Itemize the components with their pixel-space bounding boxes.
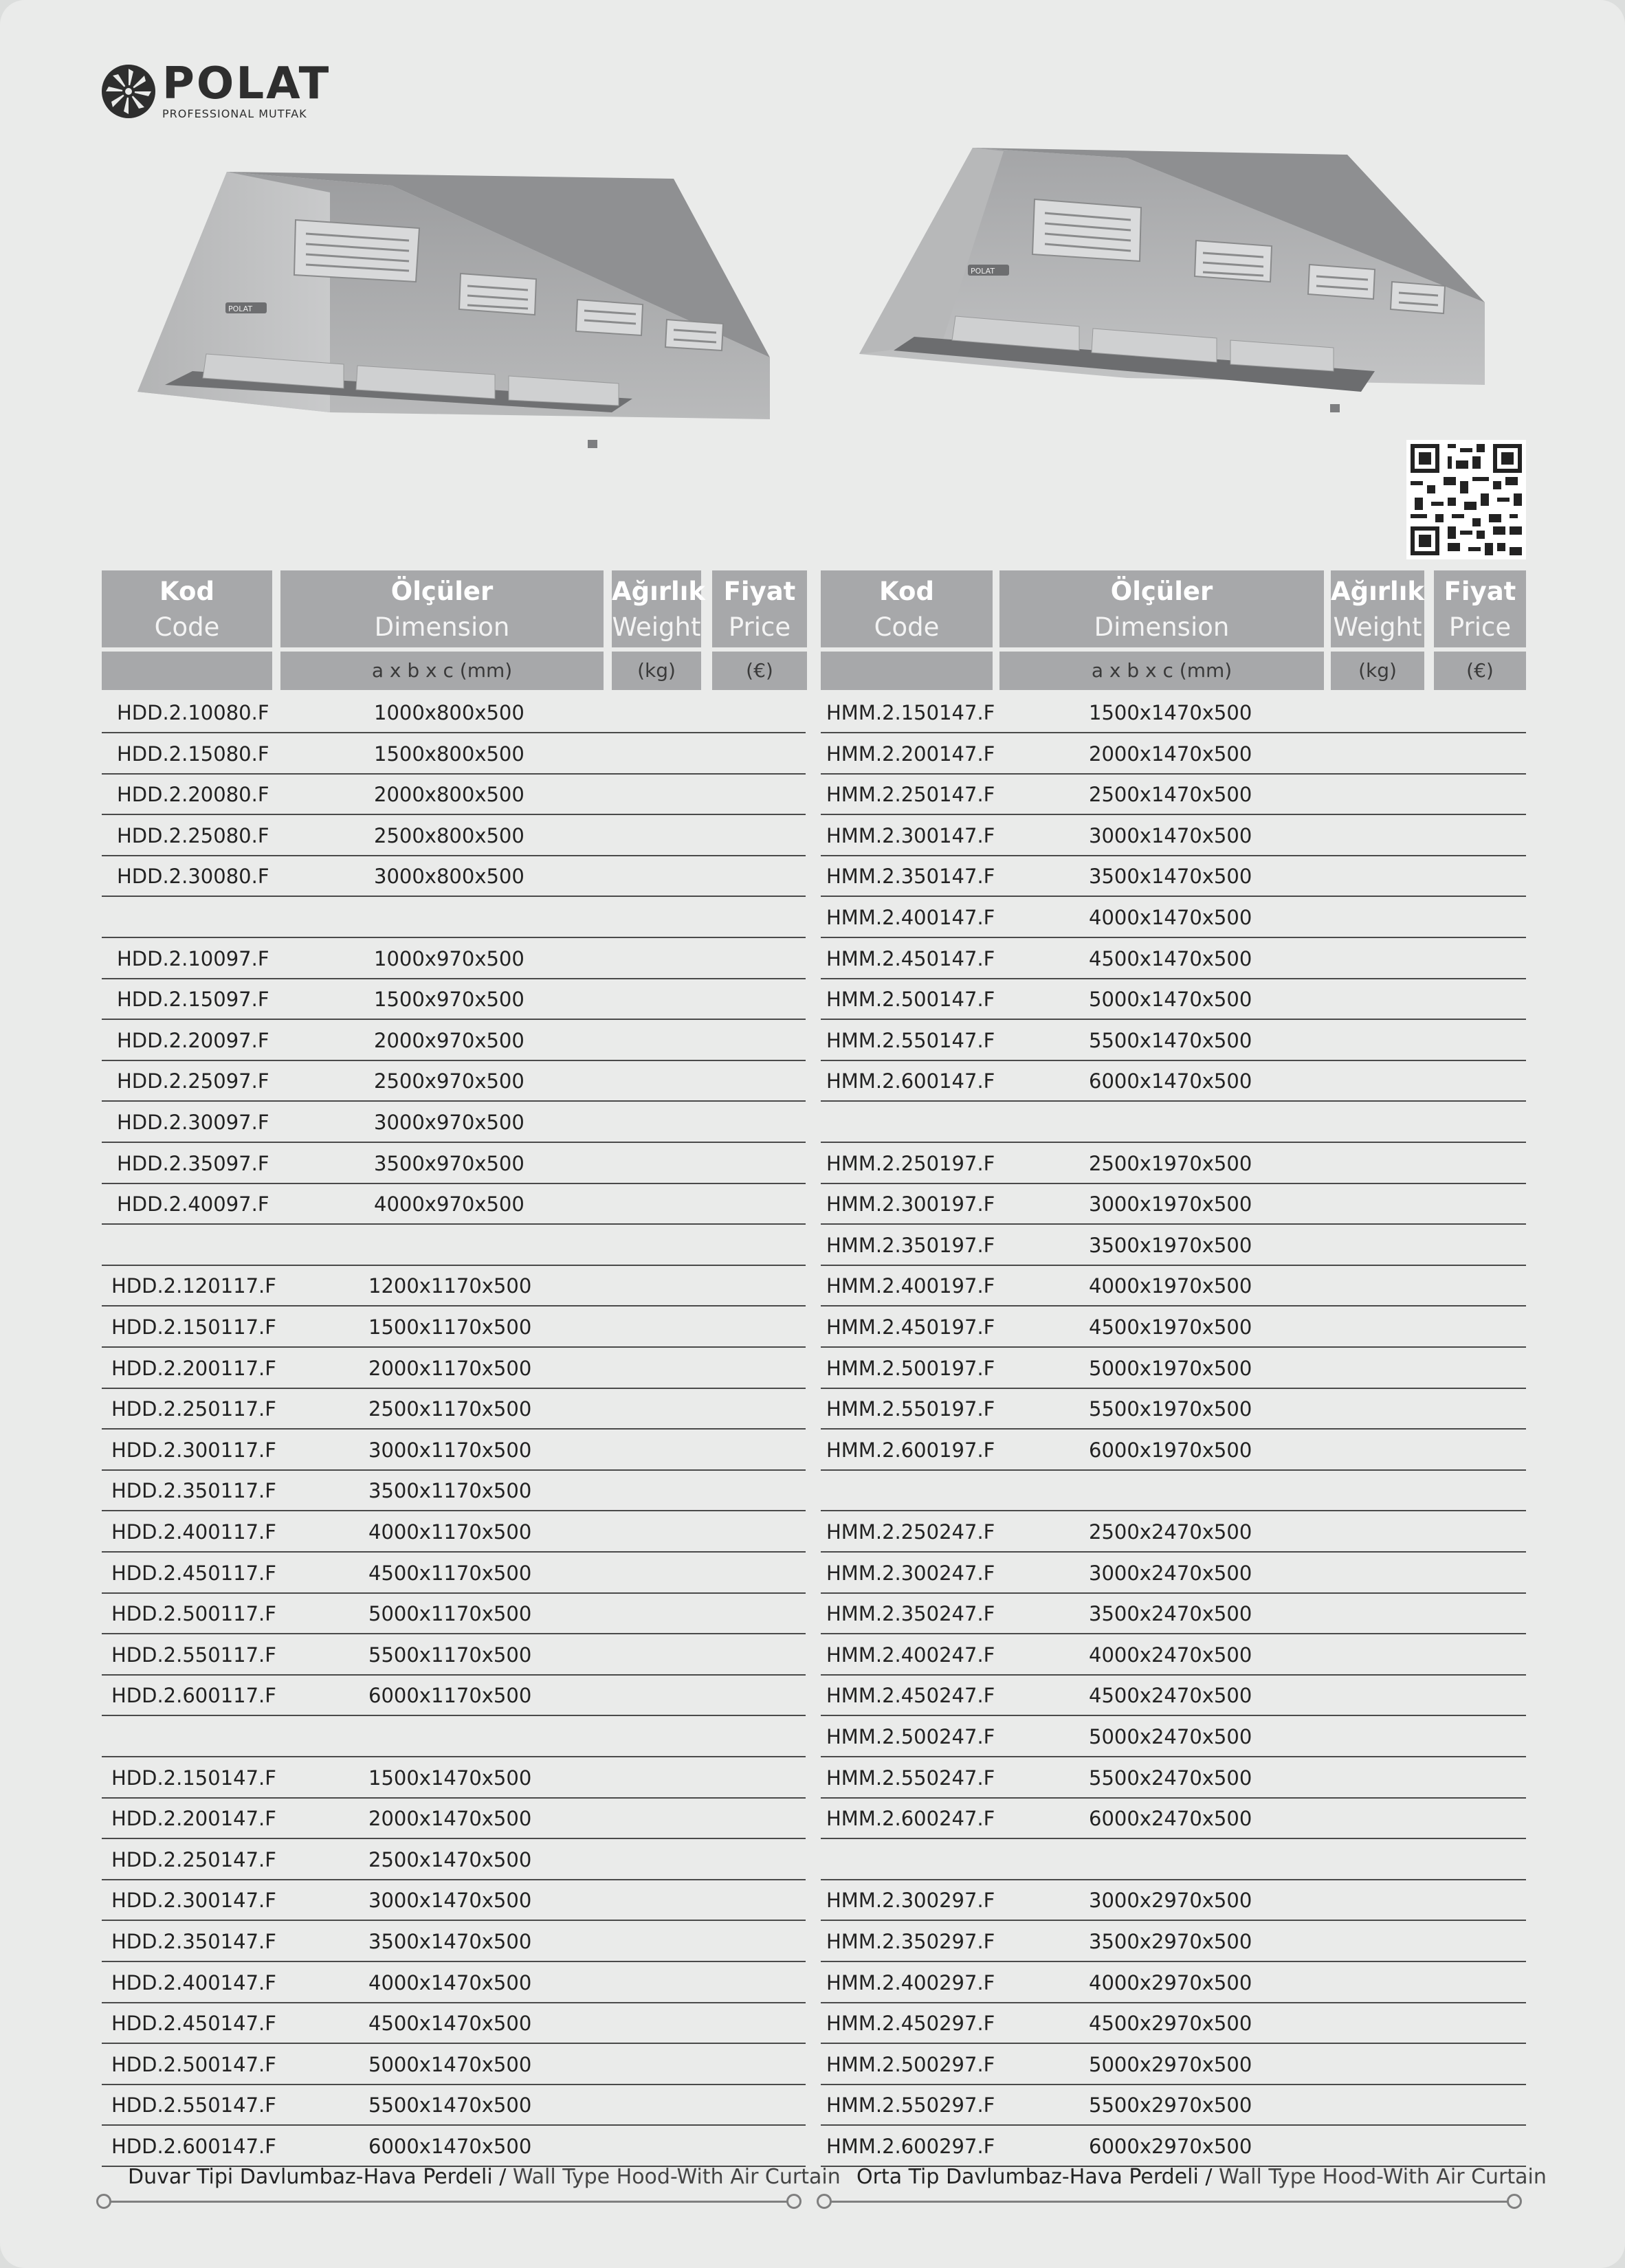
row-code: HDD.2.400147.F (111, 1970, 276, 1994)
footer-ornament-dot (1507, 2194, 1522, 2209)
table-row (102, 2045, 806, 2085)
row-dimension: 5000x1170x500 (368, 1602, 532, 1626)
table-row (821, 2085, 1526, 2126)
table-row (102, 2003, 806, 2044)
wall-hood-image (137, 165, 777, 454)
row-dimension: 2500x1470x500 (368, 1847, 532, 1871)
row-code: HMM.2.500247.F (826, 1725, 995, 1748)
row-dimension: 3500x1470x500 (368, 1930, 532, 1953)
row-code: HMM.2.150147.F (826, 701, 995, 724)
footer-ornament-dot (96, 2194, 111, 2209)
table-row (821, 1266, 1526, 1307)
row-dimension: 5500x1170x500 (368, 1643, 532, 1667)
row-code: HMM.2.450197.F (826, 1315, 995, 1339)
row-code: HDD.2.400117.F (111, 1520, 276, 1544)
row-code: HDD.2.25080.F (117, 823, 269, 847)
row-code: HMM.2.450247.F (826, 1684, 995, 1708)
row-code: HMM.2.450147.F (826, 946, 995, 970)
table-row (821, 1512, 1526, 1553)
table-row (821, 1471, 1526, 1511)
header-weight-unit: (kg) (1358, 659, 1397, 682)
right-footer-tr: Orta Tip Davlumbaz-Hava Perdeli (856, 2165, 1199, 2189)
row-dimension: 4000x1470x500 (368, 1970, 532, 1994)
table-row (821, 1430, 1526, 1471)
row-code: HMM.2.350197.F (826, 1233, 995, 1257)
header-weight (1331, 570, 1424, 690)
table-row (102, 1880, 806, 1921)
row-dimension: 1500x970x500 (374, 988, 524, 1012)
row-dimension: 5000x1470x500 (1089, 988, 1252, 1012)
table-row (102, 1635, 806, 1676)
row-dimension: 3000x2470x500 (1089, 1561, 1252, 1585)
header-weight-en: Weight (1333, 612, 1422, 642)
table-row (821, 1389, 1526, 1430)
header-weight-en: Weight (612, 612, 701, 642)
row-dimension: 6000x2470x500 (1089, 1807, 1252, 1831)
row-dimension: 4000x2470x500 (1089, 1643, 1252, 1667)
row-code: HDD.2.35097.F (117, 1151, 269, 1175)
header-weight-tr: Ağırlık (1331, 577, 1425, 606)
table-row (821, 1307, 1526, 1348)
header-code-en: Code (874, 612, 940, 642)
row-dimension: 6000x1970x500 (1089, 1438, 1252, 1462)
row-code: HDD.2.500147.F (111, 2052, 276, 2076)
header-dim-tr: Ölçüler (1110, 577, 1213, 606)
row-dimension: 2500x800x500 (374, 823, 524, 847)
right-footer-caption (856, 2165, 1547, 2189)
table-row (102, 1307, 806, 1348)
row-code: HDD.2.250117.F (111, 1397, 276, 1421)
center-hood-image (852, 144, 1492, 419)
table-row (821, 1553, 1526, 1594)
row-code: HMM.2.300197.F (826, 1192, 995, 1216)
table-row (821, 1880, 1526, 1921)
brand-logo (100, 58, 331, 120)
row-code: HDD.2.150117.F (111, 1315, 276, 1339)
row-dimension: 2500x970x500 (374, 1069, 524, 1093)
row-code: HMM.2.600197.F (826, 1438, 995, 1462)
row-code: HDD.2.150147.F (111, 1766, 276, 1790)
row-code: HDD.2.250147.F (111, 1847, 276, 1871)
left-footer-en: Wall Type Hood-With Air Curtain (512, 2165, 841, 2189)
table-row (821, 2126, 1526, 2167)
table-row (102, 734, 806, 775)
row-dimension: 3500x1970x500 (1089, 1233, 1252, 1257)
table-row (102, 1717, 806, 1757)
row-code: HMM.2.300147.F (826, 823, 995, 847)
table-row (102, 1840, 806, 1880)
left-footer-tr: Duvar Tipi Davlumbaz-Hava Perdeli (128, 2165, 493, 2189)
row-code: HDD.2.200117.F (111, 1356, 276, 1380)
header-dim-tr: Ölçüler (390, 577, 494, 606)
row-code: HMM.2.600147.F (826, 1069, 995, 1093)
row-dimension: 4500x1170x500 (368, 1561, 532, 1585)
table-row (821, 1594, 1526, 1634)
table-row (102, 693, 806, 733)
row-code: HDD.2.600117.F (111, 1684, 276, 1708)
table-row (102, 2085, 806, 2126)
row-dimension: 4500x1970x500 (1089, 1315, 1252, 1339)
header-dim-unit: a x b x c (mm) (371, 659, 513, 682)
header-weight-tr: Ağırlık (612, 577, 706, 606)
row-code: HDD.2.15097.F (117, 988, 269, 1012)
right-hood-badge: POLAT (971, 267, 995, 276)
header-price (1434, 570, 1526, 690)
row-code: HDD.2.500117.F (111, 1602, 276, 1626)
row-code: HMM.2.400297.F (826, 1970, 995, 1994)
row-code: HDD.2.10080.F (117, 701, 269, 724)
table-row (102, 816, 806, 856)
row-code: HMM.2.400197.F (826, 1274, 995, 1298)
left-footer-caption (128, 2165, 841, 2189)
row-code: HMM.2.550247.F (826, 1766, 995, 1790)
row-dimension: 2000x1470x500 (368, 1807, 532, 1831)
brand-name: POLAT (162, 58, 331, 109)
row-dimension: 2500x2470x500 (1089, 1520, 1252, 1544)
table-row (102, 1144, 806, 1184)
table-row (102, 1389, 806, 1430)
table-row (102, 1102, 806, 1143)
row-dimension: 4500x2470x500 (1089, 1684, 1252, 1708)
row-dimension: 1000x800x500 (374, 701, 524, 724)
row-dimension: 3500x1170x500 (368, 1479, 532, 1503)
row-dimension: 5500x1470x500 (368, 2093, 532, 2117)
row-code: HMM.2.400247.F (826, 1643, 995, 1667)
left-footer (96, 2165, 841, 2206)
table-row (821, 1717, 1526, 1757)
row-dimension: 5000x1470x500 (368, 2052, 532, 2076)
row-dimension: 6000x1470x500 (368, 2135, 532, 2158)
row-dimension: 3000x1970x500 (1089, 1192, 1252, 1216)
table-row (821, 1225, 1526, 1266)
table-row (821, 2045, 1526, 2085)
header-price-unit: (€) (746, 659, 773, 682)
row-dimension: 1200x1170x500 (368, 1274, 532, 1298)
row-code: HMM.2.450297.F (826, 2012, 995, 2036)
row-code: HDD.2.300117.F (111, 1438, 276, 1462)
row-dimension: 6000x1170x500 (368, 1684, 532, 1708)
table-row (102, 939, 806, 979)
row-dimension: 5000x1970x500 (1089, 1356, 1252, 1380)
row-code: HDD.2.450147.F (111, 2012, 276, 2036)
table-row (102, 1553, 806, 1594)
row-dimension: 4000x2970x500 (1089, 1970, 1252, 1994)
fan-logo-icon (100, 63, 157, 120)
table-row (821, 1840, 1526, 1880)
table-row (821, 1102, 1526, 1143)
row-code: HDD.2.550147.F (111, 2093, 276, 2117)
row-code: HDD.2.25097.F (117, 1069, 269, 1093)
table-row (821, 1061, 1526, 1102)
row-code: HMM.2.300297.F (826, 1889, 995, 1913)
header-dim-en: Dimension (374, 612, 510, 642)
header-price-en: Price (728, 612, 791, 642)
table-row (102, 1061, 806, 1102)
footer-ornament-dot (786, 2194, 802, 2209)
row-dimension: 2000x800x500 (374, 783, 524, 807)
row-code: HDD.2.15080.F (117, 742, 269, 766)
table-row (102, 856, 806, 897)
qr-code[interactable] (1406, 440, 1526, 559)
row-dimension: 5500x2470x500 (1089, 1766, 1252, 1790)
row-dimension: 4000x1470x500 (1089, 906, 1252, 929)
row-dimension: 4000x1970x500 (1089, 1274, 1252, 1298)
table-row (821, 856, 1526, 897)
row-code: HMM.2.350147.F (826, 865, 995, 889)
table-row (102, 1430, 806, 1471)
table-row (821, 1963, 1526, 2003)
row-dimension: 6000x1470x500 (1089, 1069, 1252, 1093)
table-row (821, 2003, 1526, 2044)
row-dimension: 3500x2970x500 (1089, 1930, 1252, 1953)
row-code: HDD.2.600147.F (111, 2135, 276, 2158)
row-dimension: 2500x1470x500 (1089, 783, 1252, 807)
header-code-tr: Kod (159, 577, 214, 606)
row-code: HMM.2.350247.F (826, 1602, 995, 1626)
table-row (821, 1799, 1526, 1839)
table-row (821, 1348, 1526, 1389)
header-price-tr: Fiyat (723, 577, 796, 606)
row-dimension: 5500x1470x500 (1089, 1028, 1252, 1052)
table-row (821, 898, 1526, 938)
header-code (821, 570, 993, 690)
header-dimension (999, 570, 1324, 690)
table-row (102, 1471, 806, 1511)
header-price-tr: Fiyat (1444, 577, 1516, 606)
row-code: HDD.2.10097.F (117, 946, 269, 970)
footer-ornament-dot (817, 2194, 832, 2209)
row-dimension: 5500x1970x500 (1089, 1397, 1252, 1421)
table-row (102, 775, 806, 815)
right-footer (817, 2165, 1547, 2206)
row-code: HMM.2.250197.F (826, 1151, 995, 1175)
row-dimension: 3000x2970x500 (1089, 1889, 1252, 1913)
row-code: HMM.2.400147.F (826, 906, 995, 929)
row-dimension: 5000x2970x500 (1089, 2052, 1252, 2076)
footer-separator: / (499, 2165, 507, 2189)
row-dimension: 3500x970x500 (374, 1151, 524, 1175)
brand-tagline: PROFESSIONAL MUTFAK (162, 107, 307, 120)
row-dimension: 3000x1170x500 (368, 1438, 532, 1462)
header-dimension (280, 570, 604, 690)
row-dimension: 6000x2970x500 (1089, 2135, 1252, 2158)
row-code: HDD.2.30097.F (117, 1111, 269, 1134)
row-dimension: 2500x1170x500 (368, 1397, 532, 1421)
table-row (102, 1758, 806, 1799)
table-row (821, 1184, 1526, 1225)
row-code: HMM.2.500147.F (826, 988, 995, 1012)
row-dimension: 4000x1170x500 (368, 1520, 532, 1544)
row-code: HMM.2.550197.F (826, 1397, 995, 1421)
header-dim-en: Dimension (1094, 612, 1230, 642)
row-dimension: 3000x800x500 (374, 865, 524, 889)
table-row (821, 734, 1526, 775)
table-row (821, 775, 1526, 815)
row-code: HMM.2.300247.F (826, 1561, 995, 1585)
row-dimension: 3500x2470x500 (1089, 1602, 1252, 1626)
row-code: HDD.2.40097.F (117, 1192, 269, 1216)
table-row (102, 979, 806, 1020)
row-dimension: 1500x1470x500 (368, 1766, 532, 1790)
row-dimension: 5500x2970x500 (1089, 2093, 1252, 2117)
row-dimension: 2000x1470x500 (1089, 742, 1252, 766)
table-row (102, 2126, 806, 2167)
row-dimension: 2000x1170x500 (368, 1356, 532, 1380)
table-row (102, 1225, 806, 1266)
row-code: HDD.2.350147.F (111, 1930, 276, 1953)
table-row (102, 1348, 806, 1389)
row-dimension: 4500x2970x500 (1089, 2012, 1252, 2036)
row-code: HMM.2.250247.F (826, 1520, 995, 1544)
table-row (821, 1021, 1526, 1061)
table-row (102, 1021, 806, 1061)
header-price-en: Price (1448, 612, 1512, 642)
table-row (102, 1963, 806, 2003)
table-row (102, 1594, 806, 1634)
row-dimension: 1000x970x500 (374, 946, 524, 970)
table-row (102, 1184, 806, 1225)
right-footer-en: Wall Type Hood-With Air Curtain (1219, 2165, 1547, 2189)
table-row (102, 1922, 806, 1962)
row-code: HMM.2.600297.F (826, 2135, 995, 2158)
row-code: HDD.2.30080.F (117, 865, 269, 889)
row-code: HDD.2.350117.F (111, 1479, 276, 1503)
table-row (821, 1144, 1526, 1184)
row-code: HDD.2.550117.F (111, 1643, 276, 1667)
table-row (102, 1512, 806, 1553)
table-row (821, 693, 1526, 733)
row-dimension: 1500x1470x500 (1089, 701, 1252, 724)
row-dimension: 3000x970x500 (374, 1111, 524, 1134)
header-code (102, 570, 272, 690)
row-dimension: 1500x1170x500 (368, 1315, 532, 1339)
header-dim-unit: a x b x c (mm) (1091, 659, 1232, 682)
row-code: HDD.2.200147.F (111, 1807, 276, 1831)
header-weight (612, 570, 706, 690)
table-row (821, 816, 1526, 856)
table-row (102, 1799, 806, 1839)
row-code: HDD.2.120117.F (111, 1274, 276, 1298)
row-code: HMM.2.250147.F (826, 783, 995, 807)
row-code: HMM.2.500197.F (826, 1356, 995, 1380)
left-hood-badge: POLAT (228, 304, 253, 313)
row-dimension: 3000x1470x500 (368, 1889, 532, 1913)
row-dimension: 4500x1470x500 (368, 2012, 532, 2036)
row-code: HMM.2.550297.F (826, 2093, 995, 2117)
table-row (102, 898, 806, 938)
table-row (821, 1922, 1526, 1962)
row-code: HMM.2.550147.F (826, 1028, 995, 1052)
row-code: HDD.2.300147.F (111, 1889, 276, 1913)
row-dimension: 4500x1470x500 (1089, 946, 1252, 970)
row-dimension: 4000x970x500 (374, 1192, 524, 1216)
row-dimension: 2000x970x500 (374, 1028, 524, 1052)
row-code: HMM.2.350297.F (826, 1930, 995, 1953)
row-code: HDD.2.450117.F (111, 1561, 276, 1585)
row-code: HDD.2.20080.F (117, 783, 269, 807)
header-price (712, 570, 807, 690)
table-row (821, 1758, 1526, 1799)
row-code: HMM.2.600247.F (826, 1807, 995, 1831)
table-row (821, 1676, 1526, 1716)
header-weight-unit: (kg) (637, 659, 676, 682)
row-code: HMM.2.200147.F (826, 742, 995, 766)
row-code: HDD.2.20097.F (117, 1028, 269, 1052)
table-row (821, 979, 1526, 1020)
table-row (102, 1266, 806, 1307)
row-dimension: 3000x1470x500 (1089, 823, 1252, 847)
row-dimension: 3500x1470x500 (1089, 865, 1252, 889)
table-row (102, 1676, 806, 1716)
header-code-en: Code (154, 612, 220, 642)
row-dimension: 2500x1970x500 (1089, 1151, 1252, 1175)
row-dimension: 5000x2470x500 (1089, 1725, 1252, 1748)
table-row (821, 1635, 1526, 1676)
header-price-unit: (€) (1466, 659, 1494, 682)
table-row (821, 939, 1526, 979)
footer-separator: / (1205, 2165, 1213, 2189)
row-code: HMM.2.500297.F (826, 2052, 995, 2076)
header-code-tr: Kod (879, 577, 934, 606)
row-dimension: 1500x800x500 (374, 742, 524, 766)
